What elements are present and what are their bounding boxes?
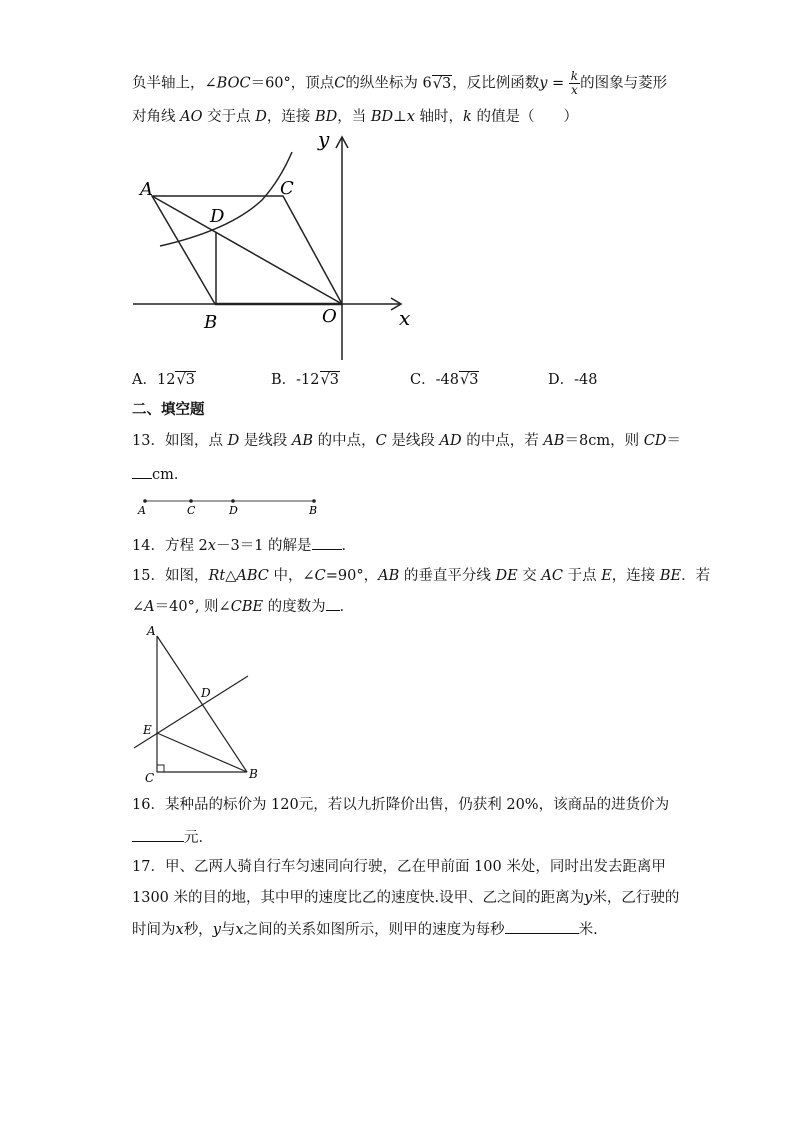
label-a: A	[138, 504, 146, 517]
label-c: C	[280, 178, 294, 199]
q13-line1: 13．如图，点 D 是线段 AB 的中点，C 是线段 AD 的中点，若 AB＝8cm，则 CD＝	[132, 433, 681, 449]
answer-blank[interactable]	[505, 919, 579, 934]
label-a: A	[147, 624, 156, 638]
answer-blank[interactable]	[132, 827, 184, 842]
q12-rhombus-figure	[128, 128, 418, 364]
label-x: x	[399, 306, 411, 330]
answer-blank[interactable]	[132, 464, 152, 479]
q13-line2: cm．	[132, 464, 188, 485]
q12-line1: 负半轴上，∠BOC＝60°，顶点C的纵坐标为 6√3，反比例函数y = $\frac{k}{x}$ 的图象与菱形	[132, 69, 668, 97]
q12-line2: 对角线 AO 交于点 D，连接 BD，当 BD⊥x 轴时，k 的值是（ ）	[132, 109, 578, 125]
label-o: O	[322, 306, 337, 327]
answer-blank[interactable]	[312, 535, 342, 550]
q16-line1: 16．某种品的标价为 120元，若以九折降价出售，仍获利 20%，该商品的进货价为	[132, 797, 670, 813]
q15-line2: ∠A＝40°, 则∠CBE 的度数为 ．	[132, 596, 354, 617]
label-b: B	[249, 767, 258, 781]
q15-line1: 15．如图，Rt△ABC 中，∠C=90°，AB 的垂直平分线 DE 交 AC 于点 E，连接 BE．若	[132, 568, 711, 584]
q13-segment-figure	[130, 494, 325, 518]
point-b	[312, 499, 316, 503]
label-b: B	[204, 312, 218, 333]
sqrt-symbol: √3	[432, 75, 452, 92]
option-a[interactable]: A．12√3	[132, 372, 195, 388]
q16-line2: 元．	[132, 827, 213, 848]
hyperbola-curve	[160, 152, 292, 246]
side-ab	[157, 636, 247, 772]
q14-line: 14．方程 2x－3＝1 的解是 ．	[132, 535, 356, 556]
label-y: y	[318, 128, 330, 151]
section-heading: 二、填空题	[132, 401, 205, 418]
point-d	[231, 499, 235, 503]
q17-line2: 1300 米的目的地，其中甲的速度比乙的速度快.设甲、乙之间的距离为y米，乙行驶的	[132, 890, 680, 906]
right-angle-mark	[157, 765, 164, 772]
point-a	[143, 499, 147, 503]
label-a: A	[140, 179, 153, 200]
q17-line1: 17．甲、乙两人骑自行车匀速同向行驶，乙在甲前面 100 米处，同时出发去距离甲	[132, 859, 666, 875]
label-b: B	[309, 504, 318, 517]
option-b[interactable]: B．-12√3	[271, 372, 339, 388]
label-d: D	[210, 206, 225, 227]
label-e: E	[143, 723, 152, 737]
answer-blank[interactable]	[326, 596, 340, 611]
label-c: C	[187, 504, 196, 517]
point-c	[189, 499, 193, 503]
fraction-k-over-x: $\frac{k}{x}$	[570, 69, 579, 97]
label-c: C	[145, 771, 155, 784]
option-d[interactable]: D．-48	[548, 372, 598, 388]
q15-triangle-figure	[130, 620, 265, 784]
q17-line3: 时间为x秒，y与x之间的关系如图所示，则甲的速度为每秒 米.	[132, 919, 598, 940]
label-d: D	[201, 686, 211, 700]
label-d: D	[229, 504, 238, 517]
option-c[interactable]: C．-48√3	[410, 372, 479, 388]
